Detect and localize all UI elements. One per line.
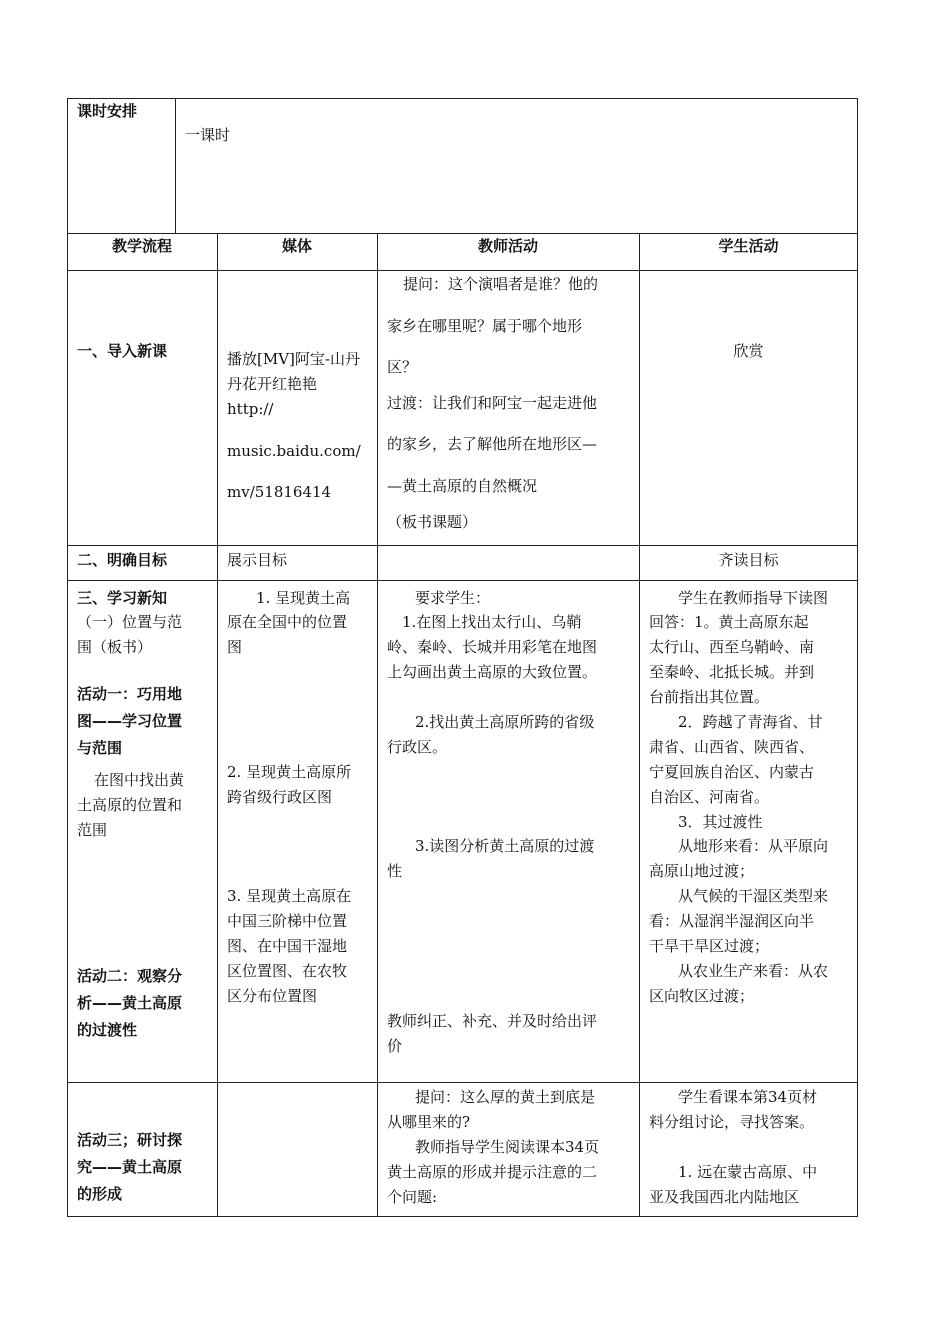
row3-student-line: 3．其过渡性 <box>678 813 763 831</box>
row3-activity2: 活动二：观察分 <box>77 967 183 985</box>
row3-student-line: 肃省、山西省、陕西省、 <box>649 738 815 756</box>
row4-teacher-line: 提问：这么厚的黄土到底是 <box>415 1088 596 1106</box>
row3-student-line: 学生在教师指导下读图 <box>678 589 829 607</box>
row3-media3: 区位置图、在农牧 <box>227 962 348 980</box>
row1-teacher-line: 提问：这个演唱者是谁？他的 <box>403 275 599 293</box>
row3-teacher2: 2.找出黄土高原所跨的省级 <box>415 713 595 731</box>
row1-media-line: http:// <box>227 400 274 418</box>
row1-teacher-line: 过渡：让我们和阿宝一起走进他 <box>387 394 598 412</box>
row1-teacher-line: （板书课题） <box>387 513 478 531</box>
row3-media3: 中国三阶梯中位置 <box>227 912 348 930</box>
row1-media-line: 丹花开红艳艳 <box>227 375 318 393</box>
row3-media2: 跨省级行政区图 <box>227 788 333 806</box>
row3-student-line: 2．跨越了青海省、甘 <box>678 713 823 731</box>
row4-student-line: 学生看课本第34页材 <box>678 1088 818 1106</box>
row4-student-line: 亚及我国西北内陆地区 <box>649 1188 800 1206</box>
col-divider-1 <box>217 233 218 1217</box>
row3-teacher4: 价 <box>387 1037 403 1055</box>
row3-activity1: 活动一：巧用地 <box>77 685 183 703</box>
row4-flow: 究——黄土高原 <box>77 1158 183 1176</box>
row1-teacher-line: —黄土高原的自然概况 <box>387 477 538 495</box>
row3-activity1: 与范围 <box>77 739 123 757</box>
row1-media-line: 播放[MV]阿宝-山丹 <box>227 350 360 368</box>
row3-activity2: 的过渡性 <box>77 1021 138 1039</box>
row3-student-line: 宁夏回族自治区、内蒙古 <box>649 763 815 781</box>
row3-activity1-desc: 范围 <box>77 821 108 839</box>
row3-teacher1: 上勾画出黄土高原的大致位置。 <box>387 663 598 681</box>
row4-teacher-line: 教师指导学生阅读课本34页 <box>415 1138 600 1156</box>
row3-media3: 区分布位置图 <box>227 987 318 1005</box>
schedule-table <box>67 98 858 234</box>
row3-student-line: 太行山、西至乌鞘岭、南 <box>649 638 815 656</box>
row3-teacher1: 岭、秦岭、长城并用彩笔在地图 <box>387 638 598 656</box>
row1-media-line: mv/51816414 <box>227 483 332 501</box>
row3-media1: 1. 呈现黄土高 <box>256 589 351 607</box>
row3-student-line: 自治区、河南省。 <box>649 788 770 806</box>
row3-activity1: 图——学习位置 <box>77 712 183 730</box>
row3-student-line: 台前指出其位置。 <box>649 688 770 706</box>
row3-flow-heading: 三、学习新知 <box>77 589 168 607</box>
row3-student-line: 高原山地过渡； <box>649 862 755 880</box>
row1-media-line: music.baidu.com/ <box>227 442 361 460</box>
row3-activity1-desc: 在图中找出黄 <box>94 771 185 789</box>
schedule-label: 课时安排 <box>77 102 138 120</box>
row3-teacher3: 性 <box>387 862 403 880</box>
row3-student-line: 干旱干旱区过渡； <box>649 937 770 955</box>
row2-student: 齐读目标 <box>718 551 779 569</box>
row-divider-1 <box>67 270 858 271</box>
row3-teacher1: 要求学生： <box>415 589 491 607</box>
header-student: 学生活动 <box>718 237 779 255</box>
row3-student-line: 至秦岭、北抵长城。并到 <box>649 663 815 681</box>
row4-teacher-line: 个问题: <box>387 1188 438 1206</box>
header-media: 媒体 <box>281 237 312 255</box>
row3-teacher3: 3.读图分析黄土高原的过渡 <box>415 837 595 855</box>
row3-activity2: 析——黄土高原 <box>77 994 183 1012</box>
row3-student-line: 看：从湿润半湿润区向半 <box>649 912 815 930</box>
row4-student-line: 1. 远在蒙古高原、中 <box>678 1163 818 1181</box>
schedule-divider <box>175 98 176 234</box>
header-flow: 教学流程 <box>111 237 172 255</box>
row3-media3: 图、在中国干湿地 <box>227 937 348 955</box>
row4-flow: 的形成 <box>77 1185 123 1203</box>
row3-media3: 3. 呈现黄土高原在 <box>227 887 352 905</box>
row-divider-3 <box>67 580 858 581</box>
row3-activity1-desc: 土高原的位置和 <box>77 796 183 814</box>
row4-student-line: 料分组讨论，寻找答案。 <box>649 1113 815 1131</box>
row1-teacher-line: 区？ <box>387 358 418 376</box>
row2-flow: 二、明确目标 <box>77 551 168 569</box>
row3-teacher1: 1.在图上找出太行山、乌鞘 <box>402 613 582 631</box>
schedule-value: 一课时 <box>185 126 231 144</box>
row2-media: 展示目标 <box>227 551 288 569</box>
col-divider-3 <box>639 233 640 1217</box>
row3-student-line: 从地形来看：从平原向 <box>678 837 829 855</box>
row1-teacher-line: 的家乡，去了解他所在地形区— <box>387 435 598 453</box>
row-divider-2 <box>67 545 858 546</box>
row4-teacher-line: 黄土高原的形成并提示注意的二 <box>387 1163 598 1181</box>
row3-teacher2: 行政区。 <box>387 738 448 756</box>
row4-flow: 活动三；研讨探 <box>77 1131 183 1149</box>
row3-flow-sub: （一）位置与范 <box>77 613 183 631</box>
row3-student-line: 区向牧区过渡； <box>649 987 755 1005</box>
row4-teacher-line: 从哪里来的? <box>387 1113 471 1131</box>
row1-flow: 一、导入新课 <box>77 342 168 360</box>
row3-media1: 图 <box>227 638 243 656</box>
row3-media2: 2. 呈现黄土高原所 <box>227 763 352 781</box>
row3-teacher4: 教师纠正、补充、并及时给出评 <box>387 1012 598 1030</box>
col-divider-2 <box>377 233 378 1217</box>
row3-student-line: 从气候的干湿区类型来 <box>678 887 829 905</box>
row3-flow-sub: 围（板书） <box>77 638 153 656</box>
row1-teacher-line: 家乡在哪里呢？属于哪个地形 <box>387 317 583 335</box>
row3-media1: 原在全国中的位置 <box>227 613 348 631</box>
row3-student-line: 从农业生产来看：从农 <box>678 962 829 980</box>
row3-student-line: 回答：1。黄土高原东起 <box>649 613 809 631</box>
row1-student: 欣赏 <box>733 342 764 360</box>
header-teacher: 教师活动 <box>477 237 538 255</box>
row-divider-4 <box>67 1082 858 1083</box>
